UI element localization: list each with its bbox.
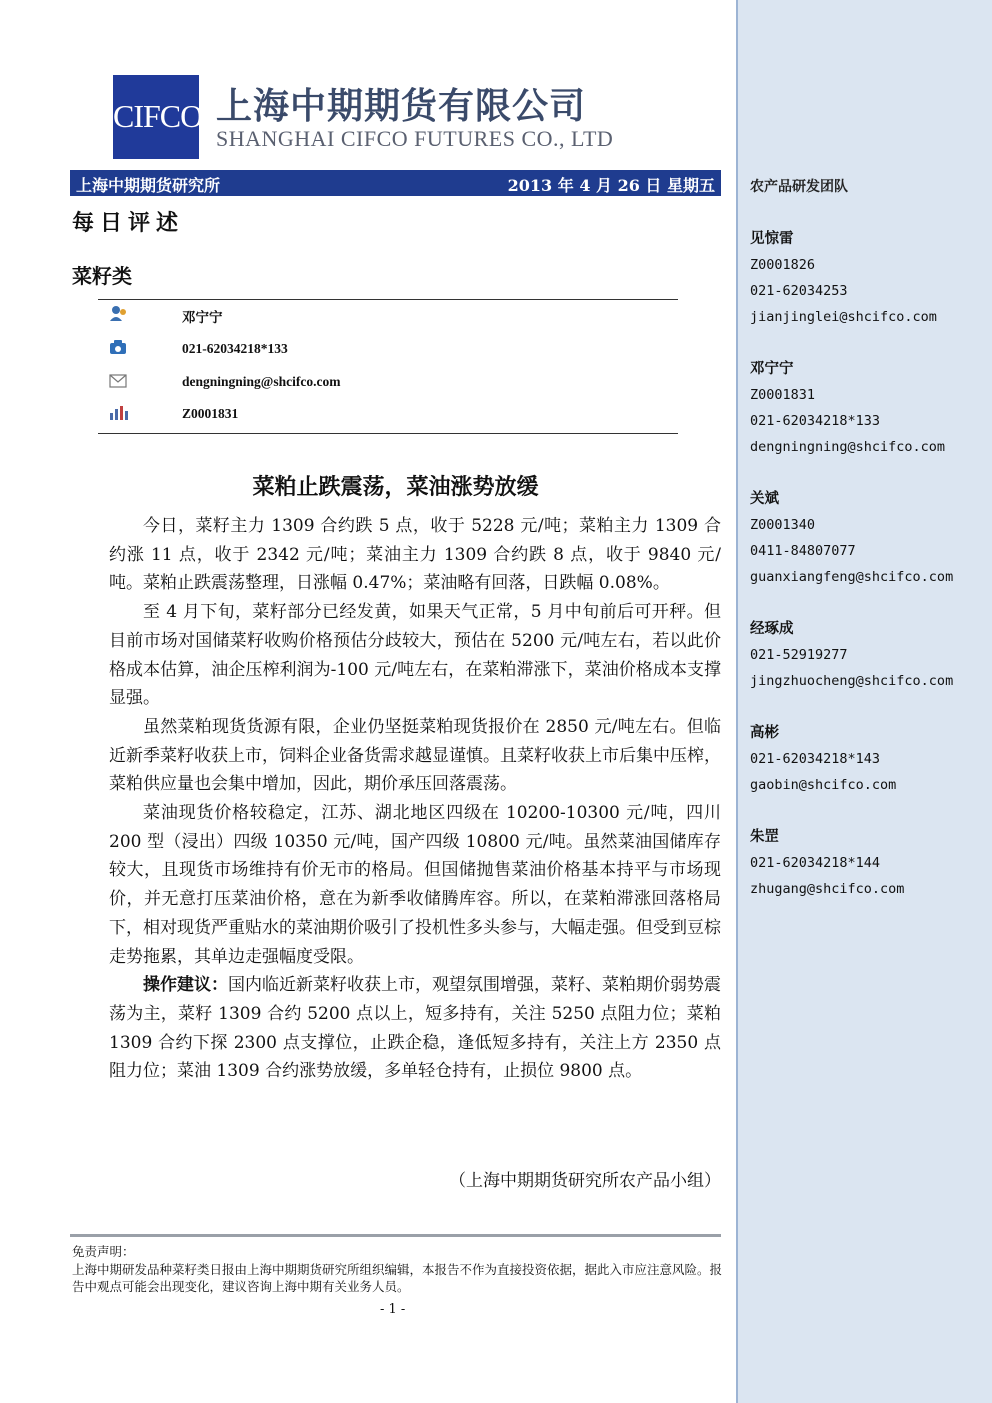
contact-id: Z0001831 [750, 387, 816, 403]
contact-card [750, 616, 953, 694]
contact-card [750, 356, 945, 460]
article-body [109, 512, 721, 1086]
contact-email[interactable]: jianjinglei@shcifco.com [750, 309, 937, 325]
signature: （上海中期期货研究所农产品小组） [449, 1171, 721, 1191]
report-date: 2013 年 4 月 26 日 星期五 [507, 176, 715, 195]
paragraph: 今日，菜籽主力 1309 合约跌 5 点，收于 5228 元/吨；菜粕主力 1309 合约涨 11 点，收于 2342 元/吨；菜油主力 1309 合约跌 8 点，收于 9840 元/吨。菜粕止跌震荡整理，日涨幅 0.47%；菜油略有回落，日跌幅 0.08%。 [109, 516, 721, 594]
email-icon [108, 372, 130, 390]
section-heading: 每日评述 [72, 210, 185, 236]
contact-email[interactable]: guanxiangfeng@shcifco.com [750, 569, 954, 585]
contact-name: 关斌 [750, 491, 779, 507]
institute-name: 上海中期期货研究所 [76, 176, 221, 195]
disclaimer-text: 上海中期研发品种菜籽类日报由上海中期期货研究所组织编辑，本报告不作为直接投资依据，据此入市应注意风险。报告中观点可能会出现变化，建议咨询上海中期有关业务人员。 [72, 1261, 723, 1294]
analyst-name: 邓宁宁 [182, 310, 223, 325]
category-heading: 菜籽类 [72, 264, 132, 288]
disclaimer-title: 免责声明： [72, 1244, 135, 1259]
contact-name: 邓宁宁 [750, 361, 794, 377]
contact-id: Z0001826 [750, 257, 816, 273]
disclaimer [72, 1243, 722, 1296]
paragraph: 菜油现货价格较稳定，江苏、湖北地区四级在 10200-10300 元/吨，四川 200 型（浸出）四级 10350 元/吨，国产四级 10800 元/吨。虽然菜油国储库存较大，且现货市场维持有价无市的格局。但国储抛售菜油价格基本持平与市场现价，并无意打压菜油价格，意在为新季收储腾库容。所以，在菜粕滞涨回落格局下，相对现货严重贴水的菜油期价吸引了投机性多头参与，大幅走强。但受到豆棕走势拖累，其单边走强幅度受限。 [109, 803, 721, 967]
contact-name: 高彬 [750, 725, 779, 741]
person-icon [108, 304, 130, 322]
research-team-sidebar [736, 0, 992, 1403]
team-title: 农产品研发团队 [750, 179, 848, 195]
divider [98, 433, 678, 434]
contact-email[interactable]: dengningning@shcifco.com [750, 439, 946, 455]
contact-email[interactable]: jingzhuocheng@shcifco.com [750, 673, 954, 689]
contact-name: 见惊雷 [750, 231, 794, 247]
contact-card [750, 720, 896, 798]
analyst-name-row [108, 304, 608, 328]
logo-text: CIFCO [113, 98, 203, 134]
contact-email[interactable]: gaobin@shcifco.com [750, 777, 897, 793]
company-name-en: SHANGHAI CIFCO FUTURES CO., LTD [216, 126, 614, 151]
contact-phone: 021-52919277 [750, 647, 848, 663]
contact-email[interactable]: zhugang@shcifco.com [750, 881, 905, 897]
phone-icon [108, 339, 130, 357]
contact-card [750, 226, 937, 330]
divider [98, 299, 678, 300]
contact-card [750, 824, 904, 902]
analyst-phone-row [108, 339, 608, 363]
contact-id: Z0001340 [750, 517, 816, 533]
contact-card [750, 486, 953, 590]
advice-paragraph [109, 971, 721, 1086]
footer-divider [70, 1234, 721, 1237]
contact-phone: 021-62034218*144 [750, 855, 881, 871]
contact-name: 朱罡 [750, 829, 779, 845]
contact-name: 经琢成 [750, 621, 794, 637]
analyst-email[interactable]: dengningning@shcifco.com [182, 374, 341, 389]
advice-label: 操作建议： [143, 975, 228, 996]
analyst-license-row [108, 404, 608, 428]
article-title: 菜粕止跌震荡，菜油涨势放缓 [252, 474, 539, 500]
header-bar [70, 170, 721, 196]
page-number: - 1 - [380, 1302, 406, 1317]
company-name-cn: 上海中期期货有限公司 [216, 86, 587, 127]
contact-phone: 021-62034218*133 [750, 413, 881, 429]
contact-phone: 0411-84807077 [750, 543, 856, 559]
contact-phone: 021-62034218*143 [750, 751, 881, 767]
chart-icon [108, 404, 130, 422]
analyst-license: Z0001831 [182, 406, 239, 421]
advice-text: 国内临近新菜籽收获上市，观望氛围增强，菜籽、菜粕期价弱势震荡为主，菜籽 1309 合约 5200 点以上，短多持有，关注 5250 点阻力位；菜粕 1309 合约下探 2300 点支撑位，止跌企稳，逢低短多持有，关注上方 2350 点阻力位；菜油 1309 合约涨势放缓，多单轻仓持有，止损位 9800 点。 [109, 975, 721, 1082]
contact-phone: 021-62034253 [750, 283, 848, 299]
paragraph: 至 4 月下旬，菜籽部分已经发黄，如果天气正常，5 月中旬前后可开秤。但目前市场对国储菜籽收购价格预估分歧较大，预估在 5200 元/吨左右，若以此价格成本估算，油企压榨利润为-100 元/吨左右，在菜粕滞涨下，菜油价格成本支撑显强。 [109, 602, 721, 709]
analyst-phone: 021-62034218*133 [182, 341, 288, 356]
analyst-email-row [108, 372, 608, 396]
paragraph: 虽然菜粕现货货源有限，企业仍坚挺菜粕现货报价在 2850 元/吨左右。但临近新季菜籽收获上市，饲料企业备货需求越显谨慎。且菜籽收获上市后集中压榨，菜粕供应量也会集中增加，因此，期价承压回落震荡。 [109, 716, 721, 795]
